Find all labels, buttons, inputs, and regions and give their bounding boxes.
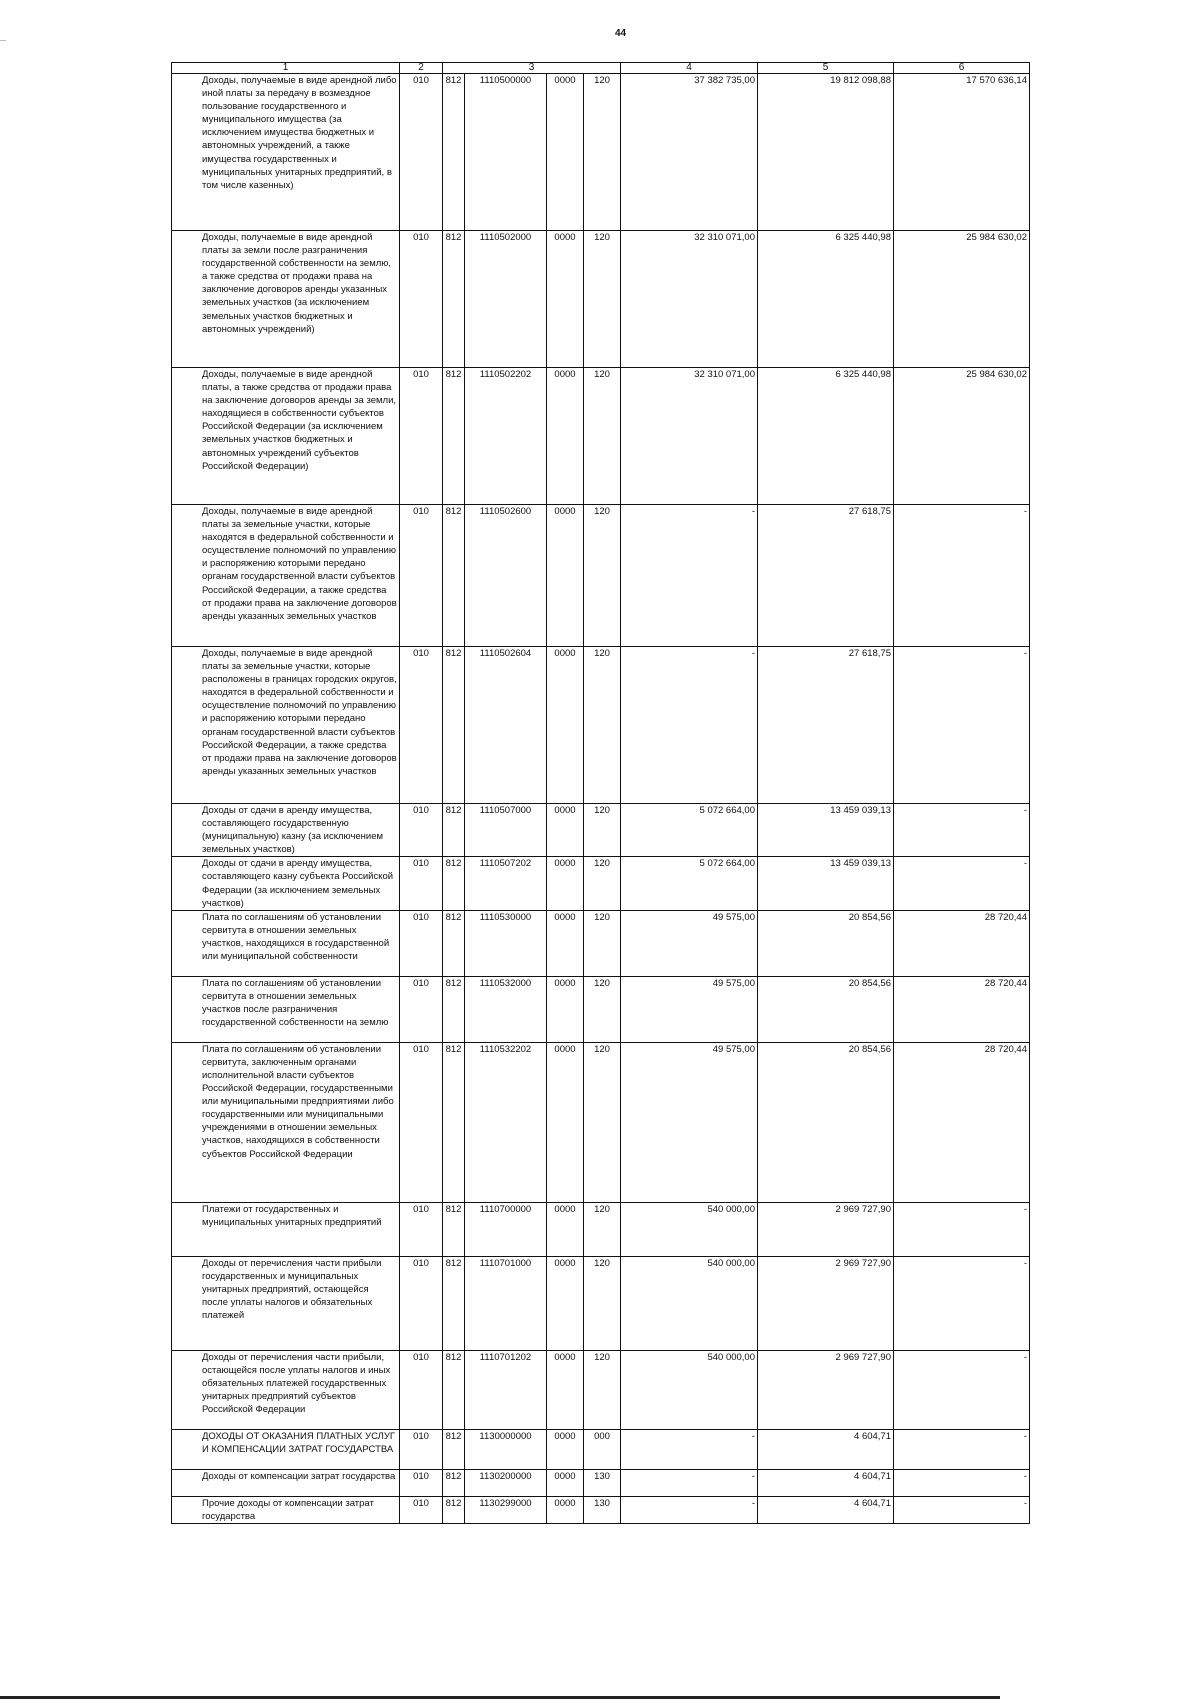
cell-v6: - bbox=[894, 804, 1030, 857]
cell-v6: 28 720,44 bbox=[894, 976, 1030, 1042]
cell-c1: 010 bbox=[400, 1202, 443, 1256]
row-description: Доходы от компенсации затрат государства bbox=[172, 1469, 400, 1496]
cell-c1: 010 bbox=[400, 1256, 443, 1350]
cell-c5: 120 bbox=[584, 74, 621, 231]
cell-c2: 812 bbox=[443, 1429, 465, 1469]
table-row bbox=[172, 368, 1030, 505]
cell-v6: - bbox=[894, 1429, 1030, 1469]
cell-v6: - bbox=[894, 647, 1030, 804]
row-description: Доходы, получаемые в виде арендной либо иной платы за передачу в возмездное пользование государственного и муниципального имущества (за исключением имущества бюджетных и автономных учреждений, а также имущества государственных и муниципальных унитарных предприятий, в том числе казенных) bbox=[172, 74, 400, 231]
cell-v6: 25 984 630,02 bbox=[894, 231, 1030, 368]
cell-v5: 13 459 039,13 bbox=[758, 804, 894, 857]
cell-c2: 812 bbox=[443, 804, 465, 857]
row-description: Плата по соглашениям об установлении сервитута в отношении земельных участков, находящихся в государственной или муниципальной собственности bbox=[172, 910, 400, 976]
cell-v4: - bbox=[621, 1469, 758, 1496]
cell-c5: 120 bbox=[584, 505, 621, 647]
cell-c4: 0000 bbox=[547, 647, 584, 804]
header-col-3: 3 bbox=[443, 63, 621, 74]
cell-c2: 812 bbox=[443, 1202, 465, 1256]
table-row bbox=[172, 976, 1030, 1042]
cell-c1: 010 bbox=[400, 231, 443, 368]
cell-c2: 812 bbox=[443, 1496, 465, 1523]
cell-v5: 20 854,56 bbox=[758, 910, 894, 976]
cell-c2: 812 bbox=[443, 231, 465, 368]
cell-v6: 17 570 636,14 bbox=[894, 74, 1030, 231]
table-row bbox=[172, 74, 1030, 231]
table-row bbox=[172, 1042, 1030, 1202]
table-header-row bbox=[172, 63, 1030, 74]
row-description: Доходы от сдачи в аренду имущества, составляющего казну субъекта Российской Федерации (за исключением земельных участков) bbox=[172, 857, 400, 910]
cell-v4: 32 310 071,00 bbox=[621, 368, 758, 505]
cell-c4: 0000 bbox=[547, 505, 584, 647]
cell-c3: 1130200000 bbox=[465, 1469, 547, 1496]
cell-v6: - bbox=[894, 1350, 1030, 1429]
table-row bbox=[172, 804, 1030, 857]
cell-v5: 27 618,75 bbox=[758, 647, 894, 804]
cell-v5: 20 854,56 bbox=[758, 1042, 894, 1202]
cell-c5: 120 bbox=[584, 647, 621, 804]
row-description: Доходы, получаемые в виде арендной платы, а также средства от продажи права на заключение договоров аренды за земли, находящиеся в собственности субъектов Российской Федерации (за исключением земельных участков бюджетных и автономных учреждений субъектов Российской Федерации) bbox=[172, 368, 400, 505]
cell-v4: 32 310 071,00 bbox=[621, 231, 758, 368]
cell-v6: - bbox=[894, 1496, 1030, 1523]
cell-v4: 5 072 664,00 bbox=[621, 804, 758, 857]
table-row bbox=[172, 1256, 1030, 1350]
cell-c2: 812 bbox=[443, 1256, 465, 1350]
cell-c3: 1110701202 bbox=[465, 1350, 547, 1429]
row-description: Доходы от перечисления части прибыли, остающейся после уплаты налогов и иных обязательных платежей государственных унитарных предприятий субъектов Российской Федерации bbox=[172, 1350, 400, 1429]
table-row bbox=[172, 910, 1030, 976]
cell-v5: 6 325 440,98 bbox=[758, 231, 894, 368]
cell-c3: 1110502604 bbox=[465, 647, 547, 804]
cell-v4: - bbox=[621, 1496, 758, 1523]
row-description: Прочие доходы от компенсации затрат государства bbox=[172, 1496, 400, 1523]
cell-v4: 5 072 664,00 bbox=[621, 857, 758, 910]
cell-c1: 010 bbox=[400, 910, 443, 976]
cell-v6: 25 984 630,02 bbox=[894, 368, 1030, 505]
cell-v4: - bbox=[621, 1429, 758, 1469]
cell-v6: - bbox=[894, 1469, 1030, 1496]
cell-c5: 120 bbox=[584, 1042, 621, 1202]
cell-v5: 4 604,71 bbox=[758, 1429, 894, 1469]
cell-c1: 010 bbox=[400, 1496, 443, 1523]
cell-c5: 120 bbox=[584, 1350, 621, 1429]
cell-v4: 37 382 735,00 bbox=[621, 74, 758, 231]
table-row bbox=[172, 1202, 1030, 1256]
cell-v4: 49 575,00 bbox=[621, 910, 758, 976]
cell-c2: 812 bbox=[443, 976, 465, 1042]
cell-v6: 28 720,44 bbox=[894, 1042, 1030, 1202]
cell-c5: 120 bbox=[584, 231, 621, 368]
cell-c4: 0000 bbox=[547, 1256, 584, 1350]
row-description: Плата по соглашениям об установлении сервитута, заключенным органами исполнительной власти субъектов Российской Федерации, государственными или муниципальными предприятиями либо государственными или муниципальными учреждениями в отношении земельных участков, находящихся в собственности субъектов Российской Федерации bbox=[172, 1042, 400, 1202]
row-description: Доходы от перечисления части прибыли государственных и муниципальных унитарных предприятий, остающейся после уплаты налогов и обязательных платежей bbox=[172, 1256, 400, 1350]
cell-c4: 0000 bbox=[547, 1496, 584, 1523]
cell-c3: 1110532000 bbox=[465, 976, 547, 1042]
row-description: Плата по соглашениям об установлении сервитута в отношении земельных участков после разграничения государственной собственности на землю bbox=[172, 976, 400, 1042]
cell-c1: 010 bbox=[400, 74, 443, 231]
cell-c4: 0000 bbox=[547, 1469, 584, 1496]
cell-c1: 010 bbox=[400, 804, 443, 857]
cell-c5: 000 bbox=[584, 1429, 621, 1469]
cell-c3: 1110532202 bbox=[465, 1042, 547, 1202]
cell-c5: 130 bbox=[584, 1496, 621, 1523]
cell-v6: - bbox=[894, 1202, 1030, 1256]
row-description: Доходы от сдачи в аренду имущества, составляющего государственную (муниципальную) казну (за исключением земельных участков) bbox=[172, 804, 400, 857]
cell-v4: 49 575,00 bbox=[621, 1042, 758, 1202]
cell-c4: 0000 bbox=[547, 1202, 584, 1256]
table-row bbox=[172, 1429, 1030, 1469]
cell-c3: 1110502600 bbox=[465, 505, 547, 647]
cell-c3: 1130299000 bbox=[465, 1496, 547, 1523]
cell-c5: 120 bbox=[584, 910, 621, 976]
cell-c2: 812 bbox=[443, 1042, 465, 1202]
cell-v6: 28 720,44 bbox=[894, 910, 1030, 976]
cell-c2: 812 bbox=[443, 74, 465, 231]
cell-c1: 010 bbox=[400, 368, 443, 505]
cell-v5: 2 969 727,90 bbox=[758, 1256, 894, 1350]
cell-v4: - bbox=[621, 647, 758, 804]
cell-v4: 540 000,00 bbox=[621, 1202, 758, 1256]
cell-c5: 120 bbox=[584, 976, 621, 1042]
cell-v4: - bbox=[621, 505, 758, 647]
cell-v5: 27 618,75 bbox=[758, 505, 894, 647]
cell-c5: 120 bbox=[584, 1256, 621, 1350]
cell-v5: 13 459 039,13 bbox=[758, 857, 894, 910]
cell-c1: 010 bbox=[400, 976, 443, 1042]
cell-c2: 812 bbox=[443, 368, 465, 505]
table-row bbox=[172, 857, 1030, 910]
header-col-5: 5 bbox=[758, 63, 894, 74]
cell-c2: 812 bbox=[443, 647, 465, 804]
cell-c2: 812 bbox=[443, 910, 465, 976]
cell-c5: 130 bbox=[584, 1469, 621, 1496]
cell-c4: 0000 bbox=[547, 910, 584, 976]
page-number: 44 bbox=[615, 28, 627, 39]
cell-c4: 0000 bbox=[547, 1350, 584, 1429]
header-col-1: 1 bbox=[172, 63, 400, 74]
cell-c4: 0000 bbox=[547, 857, 584, 910]
cell-c3: 1110530000 bbox=[465, 910, 547, 976]
cell-c1: 010 bbox=[400, 857, 443, 910]
table-row bbox=[172, 1496, 1030, 1523]
cell-v5: 20 854,56 bbox=[758, 976, 894, 1042]
cell-v5: 19 812 098,88 bbox=[758, 74, 894, 231]
cell-c2: 812 bbox=[443, 857, 465, 910]
row-description: Доходы, получаемые в виде арендной платы за земли после разграничения государственной собственности на землю, а также средства от продажи права на заключение договоров аренды указанных земельных участков (за исключением земельных участков бюджетных и автономных учреждений) bbox=[172, 231, 400, 368]
cell-v6: - bbox=[894, 505, 1030, 647]
row-description: Доходы, получаемые в виде арендной платы за земельные участки, которые находятся в федеральной собственности и осуществление полномочий по управлению и распоряжению которыми передано органам государственной власти субъектов Российской Федерации, а также средства от продажи права на заключение договоров аренды указанных земельных участков bbox=[172, 505, 400, 647]
cell-c5: 120 bbox=[584, 857, 621, 910]
table-row bbox=[172, 231, 1030, 368]
cell-c3: 1110507202 bbox=[465, 857, 547, 910]
cell-v4: 540 000,00 bbox=[621, 1256, 758, 1350]
row-description: ДОХОДЫ ОТ ОКАЗАНИЯ ПЛАТНЫХ УСЛУГ И КОМПЕНСАЦИИ ЗАТРАТ ГОСУДАРСТВА bbox=[172, 1429, 400, 1469]
cell-c2: 812 bbox=[443, 1469, 465, 1496]
header-col-2: 2 bbox=[400, 63, 443, 74]
cell-c4: 0000 bbox=[547, 231, 584, 368]
cell-v4: 49 575,00 bbox=[621, 976, 758, 1042]
cell-c4: 0000 bbox=[547, 804, 584, 857]
cell-c3: 1110500000 bbox=[465, 74, 547, 231]
table-row bbox=[172, 505, 1030, 647]
cell-v5: 4 604,71 bbox=[758, 1496, 894, 1523]
scan-margin-mark bbox=[0, 40, 6, 41]
cell-v6: - bbox=[894, 857, 1030, 910]
cell-c3: 1110700000 bbox=[465, 1202, 547, 1256]
cell-c3: 1110502000 bbox=[465, 231, 547, 368]
cell-c1: 010 bbox=[400, 647, 443, 804]
cell-c4: 0000 bbox=[547, 1042, 584, 1202]
cell-v5: 2 969 727,90 bbox=[758, 1202, 894, 1256]
cell-v5: 2 969 727,90 bbox=[758, 1350, 894, 1429]
cell-c5: 120 bbox=[584, 368, 621, 505]
cell-c3: 1110507000 bbox=[465, 804, 547, 857]
revenue-table bbox=[171, 62, 1030, 1524]
table-row bbox=[172, 1350, 1030, 1429]
cell-c1: 010 bbox=[400, 1429, 443, 1469]
cell-c1: 010 bbox=[400, 505, 443, 647]
header-col-4: 4 bbox=[621, 63, 758, 74]
row-description: Доходы, получаемые в виде арендной платы за земельные участки, которые расположены в границах городских округов, находятся в федеральной собственности и осуществление полномочий по управлению и распоряжению которыми передано органам государственной власти субъектов Российской Федерации, а также средства от продажи права на заключение договоров аренды указанных земельных участков bbox=[172, 647, 400, 804]
cell-c1: 010 bbox=[400, 1042, 443, 1202]
cell-c5: 120 bbox=[584, 804, 621, 857]
cell-c3: 1110502202 bbox=[465, 368, 547, 505]
cell-v4: 540 000,00 bbox=[621, 1350, 758, 1429]
cell-v5: 6 325 440,98 bbox=[758, 368, 894, 505]
cell-c5: 120 bbox=[584, 1202, 621, 1256]
cell-c3: 1130000000 bbox=[465, 1429, 547, 1469]
cell-c1: 010 bbox=[400, 1469, 443, 1496]
cell-c4: 0000 bbox=[547, 1429, 584, 1469]
scan-bottom-edge bbox=[0, 1696, 1000, 1699]
cell-c1: 010 bbox=[400, 1350, 443, 1429]
cell-c2: 812 bbox=[443, 1350, 465, 1429]
table-row bbox=[172, 1469, 1030, 1496]
table-row bbox=[172, 647, 1030, 804]
cell-v5: 4 604,71 bbox=[758, 1469, 894, 1496]
cell-c3: 1110701000 bbox=[465, 1256, 547, 1350]
cell-c4: 0000 bbox=[547, 976, 584, 1042]
cell-v6: - bbox=[894, 1256, 1030, 1350]
header-col-6: 6 bbox=[894, 63, 1030, 74]
row-description: Платежи от государственных и муниципальных унитарных предприятий bbox=[172, 1202, 400, 1256]
cell-c2: 812 bbox=[443, 505, 465, 647]
cell-c4: 0000 bbox=[547, 368, 584, 505]
cell-c4: 0000 bbox=[547, 74, 584, 231]
